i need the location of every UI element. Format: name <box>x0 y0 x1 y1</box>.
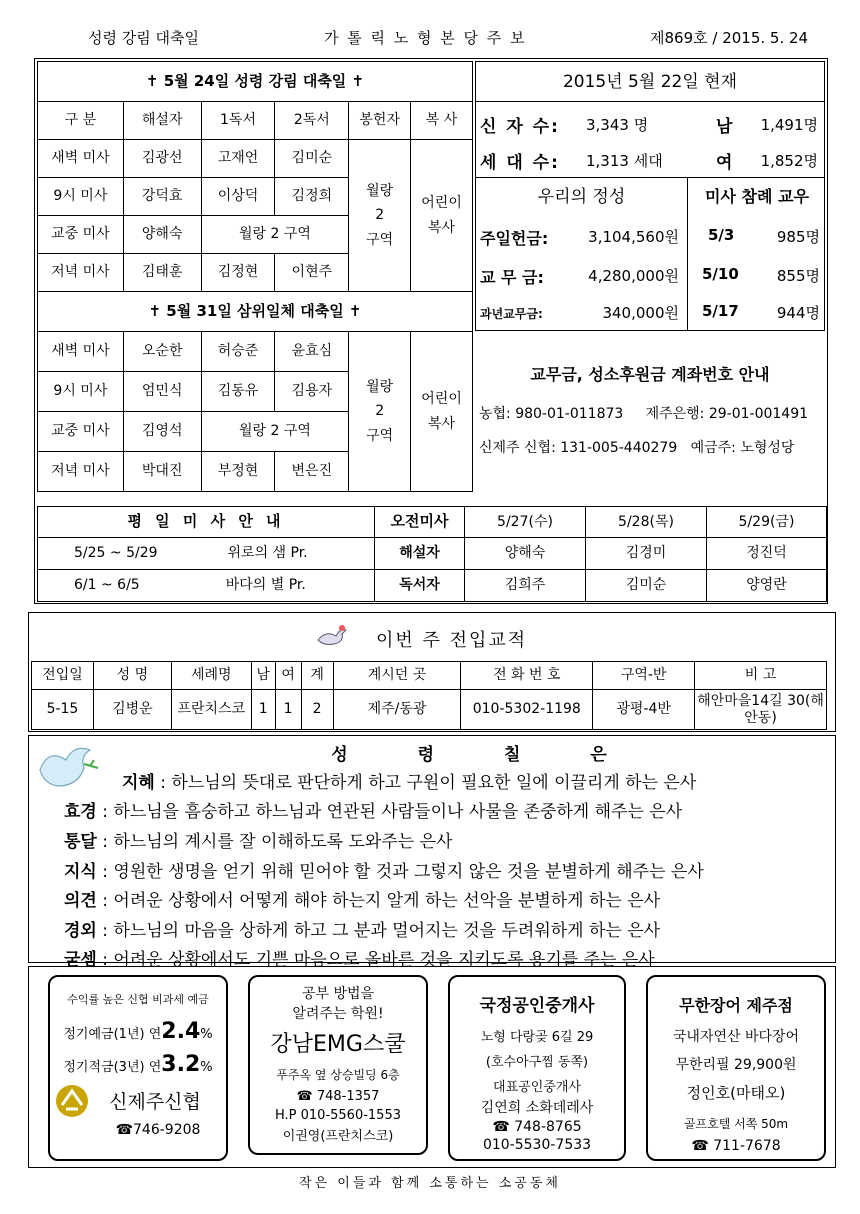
ad-phone: ☎ 748-1357 <box>296 1089 380 1104</box>
schedule2-title: 5월 31일 삼위일체 대축일 <box>166 301 344 320</box>
col-header: 계 <box>301 662 333 690</box>
schedule2-title-cell <box>38 292 473 332</box>
period: 6/1 ~ 6/5 <box>74 577 140 594</box>
gift-item <box>64 886 660 911</box>
col-header: 전 화 번 호 <box>461 662 593 690</box>
role: 독서자 <box>375 570 465 602</box>
commentator: 양해숙 <box>123 216 201 254</box>
newcomers-table <box>31 661 827 730</box>
ad-line: 이권영(프란치스코) <box>282 1129 394 1144</box>
issue-number: 제869호 / 2015. 5. 24 <box>650 29 809 47</box>
believers-value: 3,343 명 <box>586 116 649 134</box>
newcomers-title-row <box>316 622 616 652</box>
ad-rate <box>50 1019 226 1044</box>
female-label: 여 <box>716 153 733 173</box>
households-label: 세 대 수: <box>480 153 560 173</box>
gift-text: : 하느님을 흠숭하고 하느님과 연관된 사람들이나 사물을 존중하게 해주는 은사 <box>96 802 683 822</box>
cell: 김병운 <box>93 690 171 730</box>
offer-line: 2 <box>375 403 385 420</box>
cross-icon: ✝ <box>348 301 362 320</box>
feast-title: 성령 강림 대축일 <box>88 29 199 47</box>
cross-icon: ✝ <box>145 71 159 90</box>
offering-title: 우리의 정성 <box>537 187 626 207</box>
ad-rate <box>50 1052 226 1077</box>
ad-line: 국내자연산 바다장어 <box>672 1029 800 1045</box>
mass-name: 저녁 미사 <box>38 452 124 492</box>
attend-title: 미사 참례 교우 <box>705 187 809 206</box>
female-value: 1,852명 <box>760 152 818 170</box>
period: 5/25 ~ 5/29 <box>74 545 158 562</box>
commentator: 김태훈 <box>123 254 201 292</box>
gift-text: : 하느님의 계시를 잘 이해하도록 도와주는 은사 <box>96 832 453 852</box>
reader1: 김동유 <box>201 372 275 412</box>
group: 위로의 샘 Pr. <box>227 545 308 562</box>
gift-item <box>64 916 660 941</box>
col-header: 구 분 <box>38 102 124 140</box>
account-holder: 예금주: 노형성당 <box>690 440 795 456</box>
col-header: 계시던 곳 <box>333 662 461 690</box>
reader2: 김용자 <box>275 372 349 412</box>
morning-mass: 오전미사 <box>375 507 465 538</box>
cross-icon: ✝ <box>351 71 365 90</box>
col-header: 봉헌자 <box>349 102 411 140</box>
col-header: 남 <box>251 662 275 690</box>
rate-label: 정기적금(3년) 연 <box>63 1060 162 1075</box>
weekday-period <box>38 538 375 570</box>
name: 김미순 <box>586 570 707 602</box>
date-header: 5/28(목) <box>586 507 707 538</box>
cross-icon: ✝ <box>148 301 162 320</box>
schedule1-title-cell <box>38 62 473 102</box>
footer-motto: 작은 이들과 함께 소통하는 소공동체 <box>299 1176 561 1191</box>
altar-line: 어린이 <box>421 391 462 408</box>
account-info <box>475 350 825 470</box>
role: 해설자 <box>375 538 465 570</box>
gift-item <box>122 768 696 793</box>
rate-label: 정기예금(1년) 연 <box>63 1027 162 1042</box>
ad-line: 대표공인중개사 <box>493 1080 581 1095</box>
ad-realestate <box>448 975 626 1161</box>
commentator: 오순한 <box>123 332 201 372</box>
gifts-title: 성 령 칠 은 <box>331 745 609 765</box>
ad-credit-union <box>48 975 228 1161</box>
gift-text: : 어려운 상황에서도 기쁜 마음으로 올바른 것을 지키도록 용기를 주는 은사 <box>96 950 655 970</box>
dove-icon <box>316 622 350 650</box>
ad-name: 무한장어 제주점 <box>679 996 793 1015</box>
offering-group <box>349 140 411 292</box>
reader2: 김정희 <box>275 178 349 216</box>
mass-name: 교중 미사 <box>38 412 124 452</box>
name: 김희주 <box>465 570 586 602</box>
cell: 제주/동광 <box>333 690 461 730</box>
altar-line: 어린이 <box>421 195 462 212</box>
gift-text: : 어려운 상황에서 어떻게 해야 하는지 알게 하는 선악을 분별하게 하는 은사 <box>96 891 661 911</box>
reader2: 김미순 <box>275 140 349 178</box>
ad-line: 알려주는 학원! <box>292 1006 384 1022</box>
cell: 2 <box>301 690 333 730</box>
group: 바다의 별 Pr. <box>225 577 306 594</box>
col-header: 해설자 <box>123 102 201 140</box>
name: 양영란 <box>707 570 827 602</box>
attend-count: 855명 <box>776 267 820 285</box>
ad-eel-restaurant <box>646 975 826 1161</box>
readers: 월랑 2 구역 <box>201 412 349 452</box>
ad-name: 신제주신협 <box>109 1091 201 1113</box>
ad-name-row <box>50 1087 226 1114</box>
dove-icon <box>34 740 104 800</box>
cell: 프란치스코 <box>171 690 251 730</box>
offer-line: 구역 <box>366 231 394 248</box>
account-line <box>475 403 825 423</box>
offering-group <box>349 332 411 492</box>
gift-text: : 하느님의 뜻대로 판단하게 하고 구원이 필요한 일에 이끌리게 하는 은사 <box>154 773 697 793</box>
ad-phone: H.P 010-5560-1553 <box>274 1108 401 1123</box>
col-header: 전입일 <box>32 662 94 690</box>
offering-attendance <box>476 178 824 330</box>
ad-phone: ☎ 748-8765 <box>492 1119 582 1135</box>
stats-panel <box>475 61 825 331</box>
gift-key: 경외 <box>64 921 97 941</box>
altar-server <box>411 140 473 292</box>
offer-line: 월랑 <box>366 183 394 200</box>
ad-line: 노형 다랑곶 6길 29 <box>480 1030 594 1045</box>
offering-value: 4,280,000원 <box>588 267 679 285</box>
col-header: 1독서 <box>201 102 275 140</box>
gift-item <box>64 827 452 852</box>
col-header: 여 <box>275 662 301 690</box>
weekday-period <box>38 570 375 602</box>
ad-phone: ☎746-9208 <box>115 1122 201 1138</box>
col-header: 세례명 <box>171 662 251 690</box>
gift-key: 지혜 <box>122 773 155 793</box>
name: 정진덕 <box>707 538 827 570</box>
newcomers-title: 이번 주 전입교적 <box>376 630 528 651</box>
mass-name: 9시 미사 <box>38 372 124 412</box>
readers: 월랑 2 구역 <box>201 216 349 254</box>
account-line <box>475 437 825 457</box>
name: 양해숙 <box>465 538 586 570</box>
ad-name: 국정공인중개사 <box>479 996 595 1016</box>
account-jeju: 제주은행: 29-01-001491 <box>645 406 809 422</box>
census <box>476 102 824 178</box>
stats-title: 2015년 5월 22일 현재 <box>476 62 824 102</box>
account-nh: 농협: 980-01-011873 <box>479 406 624 422</box>
gift-item <box>64 857 704 882</box>
commentator: 박대진 <box>123 452 201 492</box>
gift-key: 의견 <box>64 891 97 911</box>
gift-item <box>64 797 682 822</box>
male-label: 남 <box>716 117 733 137</box>
ad-phone: 010-5530-7533 <box>482 1137 592 1153</box>
altar-line: 복사 <box>428 415 456 432</box>
cell: 광평-4반 <box>593 690 695 730</box>
commentator: 강덕효 <box>123 178 201 216</box>
cell: 010-5302-1198 <box>461 690 593 730</box>
offering-label: 과년교무금: <box>480 307 543 321</box>
believers-label: 신 자 수: <box>480 117 560 137</box>
cell: 해안마을14길 30(해안동) <box>695 690 827 730</box>
altar-line: 복사 <box>428 219 456 236</box>
rate-value: 3.2 <box>161 1052 201 1077</box>
reader1: 이상덕 <box>201 178 275 216</box>
ad-line: 김연희 소화데레사 <box>480 1100 594 1116</box>
cell: 5-15 <box>32 690 94 730</box>
account-shinhyup: 신제주 신협: 131-005-440279 <box>479 440 678 456</box>
ad-line: (호수아구찜 동쪽) <box>485 1055 589 1070</box>
ad-line: 정인호(마태오) <box>686 1084 786 1102</box>
rate-value: 2.4 <box>161 1019 201 1044</box>
mass-name: 교중 미사 <box>38 216 124 254</box>
attend-date: 5/3 <box>708 226 735 244</box>
ad-phone: ☎ 711-7678 <box>691 1138 781 1154</box>
cell: 1 <box>275 690 301 730</box>
gift-key: 통달 <box>64 832 97 852</box>
reader1: 허승준 <box>201 332 275 372</box>
attend-date: 5/10 <box>702 265 739 283</box>
altar-server <box>411 332 473 492</box>
ad-line: 무한리필 29,900원 <box>675 1057 797 1073</box>
cell: 1 <box>251 690 275 730</box>
bulletin-name: 가 톨 릭 노 형 본 당 주 보 <box>324 29 527 47</box>
ad-academy <box>248 975 428 1155</box>
account-title: 교무금, 성소후원금 계좌번호 안내 <box>530 365 770 384</box>
offering-label: 교 무 금: <box>480 268 544 287</box>
mass-name: 9시 미사 <box>38 178 124 216</box>
col-header: 구역-반 <box>593 662 695 690</box>
schedule1-title: 5월 24일 성령 강림 대축일 <box>163 71 347 90</box>
ad-name: 강남EMG스쿨 <box>270 1032 406 1057</box>
reader1: 부정현 <box>201 452 275 492</box>
name: 김경미 <box>586 538 707 570</box>
gift-text: : 하느님의 마음을 상하게 하고 그 분과 멀어지는 것을 두려워하게 하는 은사 <box>96 921 661 941</box>
schedule-table-1 <box>37 61 473 492</box>
rate-unit: % <box>200 1060 213 1075</box>
date-header: 5/29(금) <box>707 507 827 538</box>
rate-unit: % <box>200 1027 213 1042</box>
col-header: 복 사 <box>411 102 473 140</box>
mass-name: 새벽 미사 <box>38 332 124 372</box>
weekday-table <box>37 506 827 602</box>
attend-date: 5/17 <box>702 302 739 320</box>
commentator: 엄민식 <box>123 372 201 412</box>
offering-label: 주일헌금: <box>480 229 549 248</box>
ad-line: 수익률 높은 신협 비과세 예금 <box>67 993 209 1006</box>
reader2: 변은진 <box>275 452 349 492</box>
offer-line: 월랑 <box>366 379 394 396</box>
credit-union-logo-icon <box>54 1083 90 1119</box>
ad-line: 푸주옥 옆 상승빌딩 6층 <box>276 1068 400 1082</box>
ad-line: 골프호텔 서쪽 50m <box>683 1117 789 1131</box>
weekday-title: 평 일 미 사 안 내 <box>38 507 375 538</box>
offering-value: 3,104,560원 <box>588 228 679 246</box>
bulletin-header <box>30 27 836 53</box>
date-header: 5/27(수) <box>465 507 586 538</box>
col-header: 2독서 <box>275 102 349 140</box>
reader2: 이현주 <box>275 254 349 292</box>
offering-value: 340,000원 <box>602 304 679 322</box>
male-value: 1,491명 <box>760 116 818 134</box>
col-header: 비 고 <box>695 662 827 690</box>
col-header: 성 명 <box>93 662 171 690</box>
ad-line: 공부 방법을 <box>301 986 375 1002</box>
gift-text: : 영원한 생명을 얻기 위해 믿어야 할 것과 그렇지 않은 것을 분별하게 해주는 은사 <box>96 862 704 882</box>
gift-key: 지식 <box>64 862 97 882</box>
mass-name: 저녁 미사 <box>38 254 124 292</box>
reader2: 윤효심 <box>275 332 349 372</box>
offer-line: 구역 <box>366 427 394 444</box>
reader1: 고재언 <box>201 140 275 178</box>
attend-count: 985명 <box>776 228 820 246</box>
mass-name: 새벽 미사 <box>38 140 124 178</box>
attend-count: 944명 <box>776 304 820 322</box>
commentator: 김영석 <box>123 412 201 452</box>
households-value: 1,313 세대 <box>586 152 663 170</box>
reader1: 김정현 <box>201 254 275 292</box>
gift-key: 굳셈 <box>64 950 97 970</box>
gift-key: 효경 <box>64 802 97 822</box>
commentator: 김광선 <box>123 140 201 178</box>
offer-line: 2 <box>375 207 385 224</box>
